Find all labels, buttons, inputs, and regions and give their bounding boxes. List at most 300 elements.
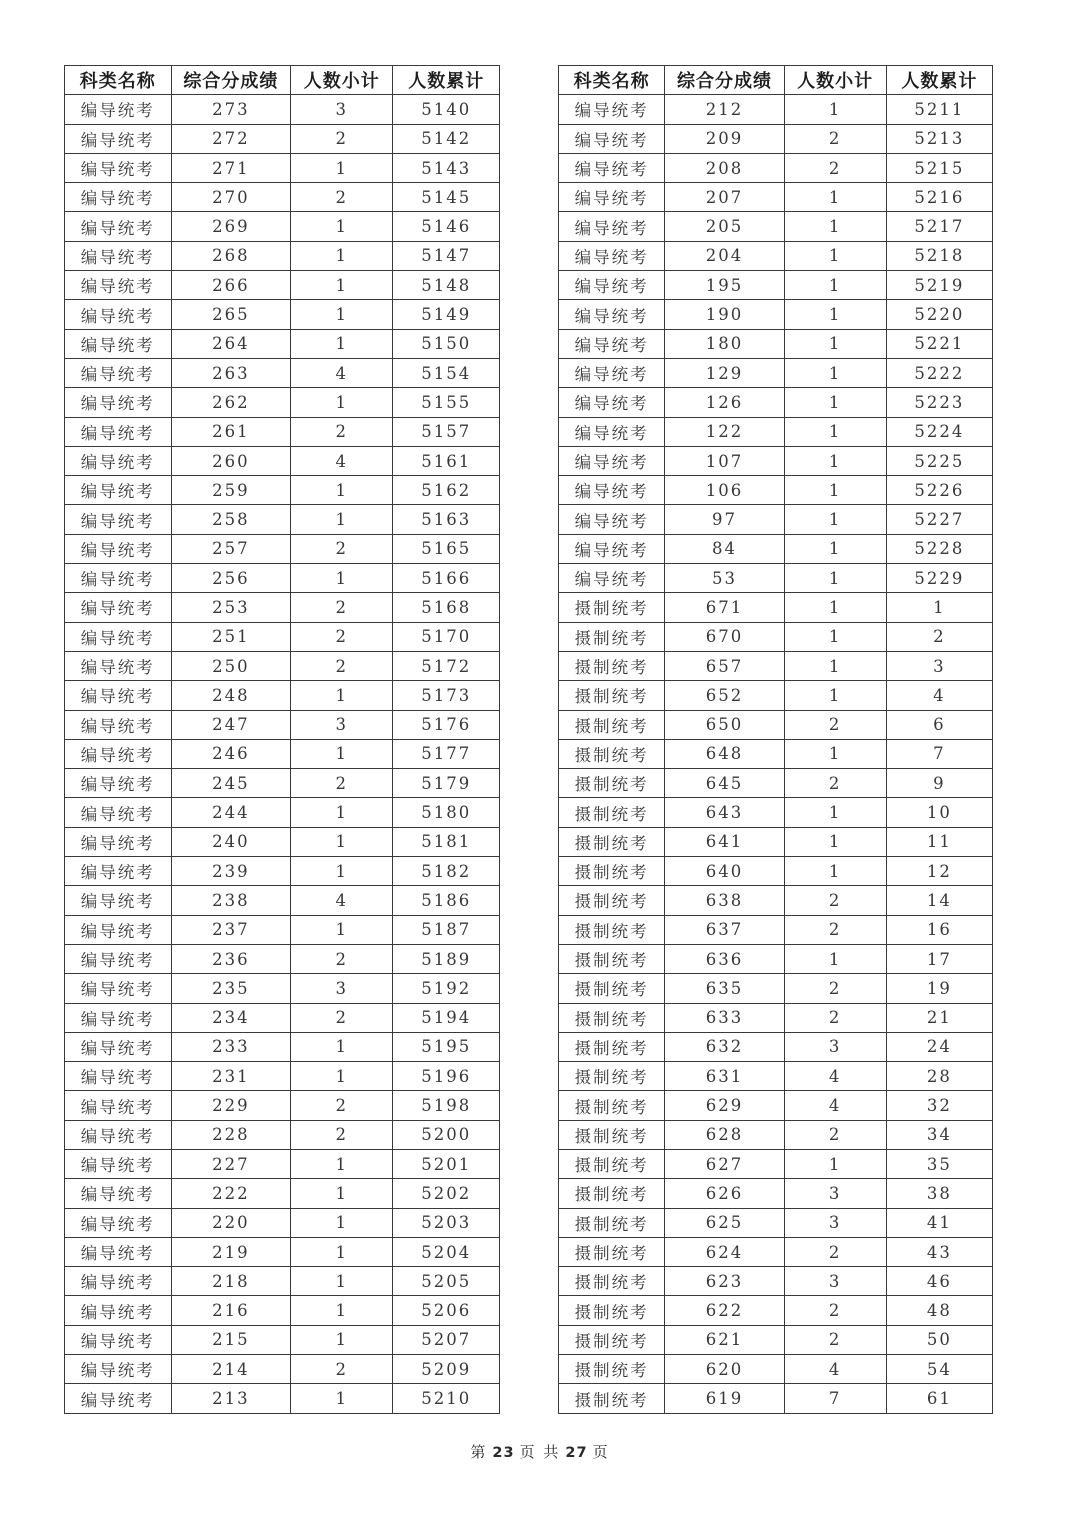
- cumulative-cell: 2: [886, 622, 992, 651]
- col-header-category: 科类名称: [559, 66, 665, 95]
- score-cell: 268: [171, 241, 291, 270]
- score-cell: 256: [171, 564, 291, 593]
- cumulative-cell: 4: [886, 681, 992, 710]
- table-row: [65, 417, 500, 446]
- category-cell: 摄制统考: [559, 651, 665, 680]
- table-row: [559, 622, 993, 651]
- table-row: [559, 857, 993, 886]
- category-cell: 编导统考: [65, 1003, 172, 1032]
- cumulative-cell: 5225: [886, 446, 992, 475]
- table-row: [65, 1149, 500, 1178]
- cumulative-cell: 5200: [393, 1120, 500, 1149]
- table-row: [559, 1296, 993, 1325]
- table-row: [559, 446, 993, 475]
- score-cell: 190: [665, 300, 784, 329]
- category-cell: 编导统考: [65, 1120, 172, 1149]
- subtotal-cell: 1: [291, 1237, 393, 1266]
- table-row: [65, 212, 500, 241]
- score-cell: 53: [665, 564, 784, 593]
- subtotal-cell: 1: [784, 534, 886, 563]
- subtotal-cell: 2: [291, 622, 393, 651]
- table-row: [65, 183, 500, 212]
- table-row: [65, 95, 500, 124]
- category-cell: 编导统考: [65, 505, 172, 534]
- page-footer: [0, 1441, 1080, 1462]
- col-header-cumulative: 人数累计: [393, 66, 500, 95]
- score-cell: 208: [665, 153, 784, 182]
- subtotal-cell: 2: [291, 1003, 393, 1032]
- score-cell: 637: [665, 915, 784, 944]
- cumulative-cell: 5189: [393, 944, 500, 973]
- category-cell: 摄制统考: [559, 769, 665, 798]
- table-row: [65, 153, 500, 182]
- category-cell: 编导统考: [559, 124, 665, 153]
- cumulative-cell: 5180: [393, 798, 500, 827]
- subtotal-cell: 1: [291, 857, 393, 886]
- subtotal-cell: 1: [291, 1208, 393, 1237]
- cumulative-cell: 17: [886, 944, 992, 973]
- score-cell: 641: [665, 827, 784, 856]
- table-row: [559, 505, 993, 534]
- table-row: [65, 124, 500, 153]
- category-cell: 编导统考: [65, 183, 172, 212]
- cumulative-cell: 5170: [393, 622, 500, 651]
- cumulative-cell: 5209: [393, 1355, 500, 1384]
- subtotal-cell: 1: [291, 153, 393, 182]
- category-cell: 编导统考: [65, 827, 172, 856]
- category-cell: 摄制统考: [559, 944, 665, 973]
- subtotal-cell: 1: [291, 388, 393, 417]
- cumulative-cell: 5187: [393, 915, 500, 944]
- footer-middle: 页 共: [519, 1443, 561, 1461]
- table-row: [559, 1384, 993, 1413]
- cumulative-cell: 5192: [393, 974, 500, 1003]
- category-cell: 编导统考: [559, 300, 665, 329]
- category-cell: 编导统考: [65, 476, 172, 505]
- subtotal-cell: 1: [291, 739, 393, 768]
- category-cell: 编导统考: [65, 739, 172, 768]
- score-cell: 228: [171, 1120, 291, 1149]
- category-cell: 编导统考: [559, 564, 665, 593]
- score-cell: 622: [665, 1296, 784, 1325]
- subtotal-cell: 1: [784, 798, 886, 827]
- category-cell: 编导统考: [65, 974, 172, 1003]
- category-cell: 编导统考: [65, 769, 172, 798]
- category-cell: 编导统考: [559, 183, 665, 212]
- subtotal-cell: 1: [784, 622, 886, 651]
- category-cell: 编导统考: [65, 124, 172, 153]
- cumulative-cell: 5202: [393, 1179, 500, 1208]
- cumulative-cell: 5215: [886, 153, 992, 182]
- subtotal-cell: 1: [291, 681, 393, 710]
- cumulative-cell: 21: [886, 1003, 992, 1032]
- score-cell: 180: [665, 329, 784, 358]
- score-cell: 262: [171, 388, 291, 417]
- table-row: [65, 1296, 500, 1325]
- score-cell: 636: [665, 944, 784, 973]
- table-row: [65, 857, 500, 886]
- cumulative-cell: 5222: [886, 358, 992, 387]
- footer-prefix: 第: [470, 1443, 488, 1461]
- subtotal-cell: 3: [291, 974, 393, 1003]
- cumulative-cell: 5213: [886, 124, 992, 153]
- table-row: [559, 300, 993, 329]
- table-row: [65, 1003, 500, 1032]
- score-cell: 229: [171, 1091, 291, 1120]
- cumulative-cell: 28: [886, 1062, 992, 1091]
- subtotal-cell: 1: [291, 1149, 393, 1178]
- category-cell: 编导统考: [65, 622, 172, 651]
- cumulative-cell: 14: [886, 886, 992, 915]
- subtotal-cell: 1: [291, 271, 393, 300]
- category-cell: 编导统考: [559, 417, 665, 446]
- table-row: [559, 681, 993, 710]
- table-header-row: [559, 66, 993, 95]
- category-cell: 编导统考: [65, 1325, 172, 1354]
- score-cell: 204: [665, 241, 784, 270]
- table-row: [65, 476, 500, 505]
- score-cell: 650: [665, 710, 784, 739]
- category-cell: 编导统考: [65, 710, 172, 739]
- subtotal-cell: 1: [784, 1149, 886, 1178]
- cumulative-cell: 5182: [393, 857, 500, 886]
- category-cell: 编导统考: [65, 1091, 172, 1120]
- cumulative-cell: 5163: [393, 505, 500, 534]
- score-cell: 240: [171, 827, 291, 856]
- table-row: [65, 564, 500, 593]
- col-header-score: 综合分成绩: [171, 66, 291, 95]
- category-cell: 编导统考: [65, 329, 172, 358]
- category-cell: 编导统考: [65, 534, 172, 563]
- table-row: [559, 1091, 993, 1120]
- cumulative-cell: 5198: [393, 1091, 500, 1120]
- category-cell: 编导统考: [65, 651, 172, 680]
- subtotal-cell: 2: [784, 974, 886, 1003]
- category-cell: 摄制统考: [559, 915, 665, 944]
- cumulative-cell: 61: [886, 1384, 992, 1413]
- table-row: [65, 329, 500, 358]
- table-row: [65, 1325, 500, 1354]
- cumulative-cell: 48: [886, 1296, 992, 1325]
- table-row: [65, 651, 500, 680]
- table-row: [65, 798, 500, 827]
- table-row: [65, 710, 500, 739]
- subtotal-cell: 1: [784, 446, 886, 475]
- table-row: [559, 358, 993, 387]
- table-row: [559, 1120, 993, 1149]
- subtotal-cell: 2: [784, 769, 886, 798]
- cumulative-cell: 11: [886, 827, 992, 856]
- score-cell: 237: [171, 915, 291, 944]
- cumulative-cell: 5201: [393, 1149, 500, 1178]
- cumulative-cell: 3: [886, 651, 992, 680]
- table-row: [65, 593, 500, 622]
- table-header-row: [65, 66, 500, 95]
- table-row: [65, 1062, 500, 1091]
- subtotal-cell: 1: [784, 271, 886, 300]
- cumulative-cell: 6: [886, 710, 992, 739]
- category-cell: 编导统考: [65, 886, 172, 915]
- table-row: [65, 1384, 500, 1413]
- cumulative-cell: 5146: [393, 212, 500, 241]
- subtotal-cell: 1: [291, 798, 393, 827]
- category-cell: 摄制统考: [559, 1032, 665, 1061]
- table-row: [559, 915, 993, 944]
- score-cell: 633: [665, 1003, 784, 1032]
- category-cell: 摄制统考: [559, 857, 665, 886]
- subtotal-cell: 1: [784, 681, 886, 710]
- subtotal-cell: 2: [291, 124, 393, 153]
- category-cell: 编导统考: [559, 476, 665, 505]
- category-cell: 摄制统考: [559, 681, 665, 710]
- score-cell: 629: [665, 1091, 784, 1120]
- table-row: [65, 886, 500, 915]
- table-row: [559, 1355, 993, 1384]
- cumulative-cell: 5218: [886, 241, 992, 270]
- subtotal-cell: 1: [291, 1062, 393, 1091]
- table-row: [559, 1237, 993, 1266]
- table-row: [559, 769, 993, 798]
- category-cell: 摄制统考: [559, 1296, 665, 1325]
- subtotal-cell: 1: [784, 739, 886, 768]
- table-row: [559, 827, 993, 856]
- subtotal-cell: 1: [784, 300, 886, 329]
- subtotal-cell: 1: [784, 564, 886, 593]
- category-cell: 编导统考: [559, 388, 665, 417]
- subtotal-cell: 2: [784, 915, 886, 944]
- score-cell: 84: [665, 534, 784, 563]
- table-row: [65, 1120, 500, 1149]
- cumulative-cell: 5177: [393, 739, 500, 768]
- col-header-category: 科类名称: [65, 66, 172, 95]
- score-cell: 213: [171, 1384, 291, 1413]
- score-cell: 247: [171, 710, 291, 739]
- table-row: [559, 886, 993, 915]
- subtotal-cell: 1: [784, 827, 886, 856]
- cumulative-cell: 5203: [393, 1208, 500, 1237]
- footer-total-pages: 27: [565, 1445, 588, 1461]
- category-cell: 编导统考: [65, 593, 172, 622]
- category-cell: 编导统考: [559, 271, 665, 300]
- cumulative-cell: 24: [886, 1032, 992, 1061]
- col-header-score: 综合分成绩: [665, 66, 784, 95]
- subtotal-cell: 2: [291, 1355, 393, 1384]
- category-cell: 编导统考: [65, 446, 172, 475]
- score-cell: 619: [665, 1384, 784, 1413]
- score-cell: 220: [171, 1208, 291, 1237]
- cumulative-cell: 5147: [393, 241, 500, 270]
- cumulative-cell: 5207: [393, 1325, 500, 1354]
- score-cell: 265: [171, 300, 291, 329]
- category-cell: 编导统考: [65, 1296, 172, 1325]
- subtotal-cell: 4: [291, 886, 393, 915]
- score-cell: 628: [665, 1120, 784, 1149]
- score-cell: 259: [171, 476, 291, 505]
- cumulative-cell: 5176: [393, 710, 500, 739]
- subtotal-cell: 1: [291, 300, 393, 329]
- table-row: [559, 593, 993, 622]
- category-cell: 摄制统考: [559, 1325, 665, 1354]
- subtotal-cell: 1: [291, 827, 393, 856]
- subtotal-cell: 1: [784, 388, 886, 417]
- category-cell: 编导统考: [65, 153, 172, 182]
- score-table-right: [558, 65, 993, 1414]
- subtotal-cell: 1: [291, 1032, 393, 1061]
- cumulative-cell: 5149: [393, 300, 500, 329]
- category-cell: 编导统考: [65, 271, 172, 300]
- score-cell: 122: [665, 417, 784, 446]
- cumulative-cell: 5217: [886, 212, 992, 241]
- table-row: [559, 476, 993, 505]
- category-cell: 编导统考: [65, 944, 172, 973]
- cumulative-cell: 5140: [393, 95, 500, 124]
- cumulative-cell: 5219: [886, 271, 992, 300]
- score-cell: 652: [665, 681, 784, 710]
- category-cell: 编导统考: [65, 1149, 172, 1178]
- table-row: [559, 1032, 993, 1061]
- subtotal-cell: 1: [291, 1325, 393, 1354]
- table-row: [65, 505, 500, 534]
- category-cell: 编导统考: [65, 681, 172, 710]
- table-row: [559, 1179, 993, 1208]
- category-cell: 编导统考: [65, 1267, 172, 1296]
- score-cell: 227: [171, 1149, 291, 1178]
- table-row: [65, 241, 500, 270]
- score-cell: 231: [171, 1062, 291, 1091]
- table-row: [559, 564, 993, 593]
- score-cell: 129: [665, 358, 784, 387]
- category-cell: 摄制统考: [559, 1179, 665, 1208]
- subtotal-cell: 2: [291, 417, 393, 446]
- table-row: [65, 388, 500, 417]
- table-row: [559, 212, 993, 241]
- score-cell: 625: [665, 1208, 784, 1237]
- cumulative-cell: 32: [886, 1091, 992, 1120]
- table-row: [559, 651, 993, 680]
- score-cell: 218: [171, 1267, 291, 1296]
- subtotal-cell: 1: [291, 564, 393, 593]
- table-row: [65, 827, 500, 856]
- score-cell: 273: [171, 95, 291, 124]
- category-cell: 摄制统考: [559, 1120, 665, 1149]
- category-cell: 摄制统考: [559, 1208, 665, 1237]
- cumulative-cell: 5211: [886, 95, 992, 124]
- subtotal-cell: 2: [291, 1091, 393, 1120]
- table-row: [65, 1267, 500, 1296]
- category-cell: 编导统考: [65, 241, 172, 270]
- category-cell: 摄制统考: [559, 798, 665, 827]
- cumulative-cell: 43: [886, 1237, 992, 1266]
- subtotal-cell: 1: [784, 476, 886, 505]
- cumulative-cell: 16: [886, 915, 992, 944]
- score-cell: 631: [665, 1062, 784, 1091]
- subtotal-cell: 1: [291, 329, 393, 358]
- table-row: [65, 534, 500, 563]
- subtotal-cell: 1: [291, 476, 393, 505]
- cumulative-cell: 5210: [393, 1384, 500, 1413]
- cumulative-cell: 50: [886, 1325, 992, 1354]
- table-row: [559, 329, 993, 358]
- score-cell: 207: [665, 183, 784, 212]
- cumulative-cell: 54: [886, 1355, 992, 1384]
- subtotal-cell: 2: [291, 944, 393, 973]
- cumulative-cell: 19: [886, 974, 992, 1003]
- category-cell: 编导统考: [65, 300, 172, 329]
- subtotal-cell: 3: [291, 710, 393, 739]
- score-cell: 635: [665, 974, 784, 1003]
- category-cell: 摄制统考: [559, 1267, 665, 1296]
- subtotal-cell: 2: [784, 1237, 886, 1266]
- cumulative-cell: 5223: [886, 388, 992, 417]
- cumulative-cell: 34: [886, 1120, 992, 1149]
- category-cell: 摄制统考: [559, 1149, 665, 1178]
- table-row: [65, 1179, 500, 1208]
- footer-page-number: 23: [492, 1445, 515, 1461]
- subtotal-cell: 4: [784, 1091, 886, 1120]
- score-cell: 244: [171, 798, 291, 827]
- cumulative-cell: 5186: [393, 886, 500, 915]
- category-cell: 编导统考: [65, 564, 172, 593]
- cumulative-cell: 5143: [393, 153, 500, 182]
- cumulative-cell: 5172: [393, 651, 500, 680]
- score-cell: 106: [665, 476, 784, 505]
- score-cell: 195: [665, 271, 784, 300]
- category-cell: 编导统考: [65, 388, 172, 417]
- cumulative-cell: 5154: [393, 358, 500, 387]
- subtotal-cell: 3: [784, 1267, 886, 1296]
- table-row: [559, 1208, 993, 1237]
- subtotal-cell: 1: [291, 1179, 393, 1208]
- category-cell: 编导统考: [559, 505, 665, 534]
- score-cell: 233: [171, 1032, 291, 1061]
- score-cell: 264: [171, 329, 291, 358]
- subtotal-cell: 1: [784, 944, 886, 973]
- subtotal-cell: 1: [784, 329, 886, 358]
- col-header-subtotal: 人数小计: [291, 66, 393, 95]
- category-cell: 编导统考: [65, 1179, 172, 1208]
- table-row: [65, 300, 500, 329]
- score-cell: 623: [665, 1267, 784, 1296]
- cumulative-cell: 5226: [886, 476, 992, 505]
- category-cell: 编导统考: [559, 212, 665, 241]
- score-cell: 235: [171, 974, 291, 1003]
- table-row: [65, 944, 500, 973]
- table-row: [65, 271, 500, 300]
- category-cell: 编导统考: [65, 1237, 172, 1266]
- score-cell: 214: [171, 1355, 291, 1384]
- table-row: [559, 944, 993, 973]
- cumulative-cell: 5229: [886, 564, 992, 593]
- score-cell: 645: [665, 769, 784, 798]
- subtotal-cell: 4: [784, 1355, 886, 1384]
- category-cell: 编导统考: [559, 534, 665, 563]
- subtotal-cell: 1: [291, 1267, 393, 1296]
- category-cell: 摄制统考: [559, 886, 665, 915]
- cumulative-cell: 5220: [886, 300, 992, 329]
- table-row: [65, 681, 500, 710]
- category-cell: 摄制统考: [559, 1091, 665, 1120]
- subtotal-cell: 1: [784, 212, 886, 241]
- table-row: [559, 534, 993, 563]
- subtotal-cell: 2: [784, 1325, 886, 1354]
- score-cell: 271: [171, 153, 291, 182]
- col-header-cumulative: 人数累计: [886, 66, 992, 95]
- category-cell: 编导统考: [65, 212, 172, 241]
- category-cell: 编导统考: [559, 358, 665, 387]
- category-cell: 编导统考: [65, 1032, 172, 1061]
- category-cell: 摄制统考: [559, 1384, 665, 1413]
- category-cell: 编导统考: [559, 329, 665, 358]
